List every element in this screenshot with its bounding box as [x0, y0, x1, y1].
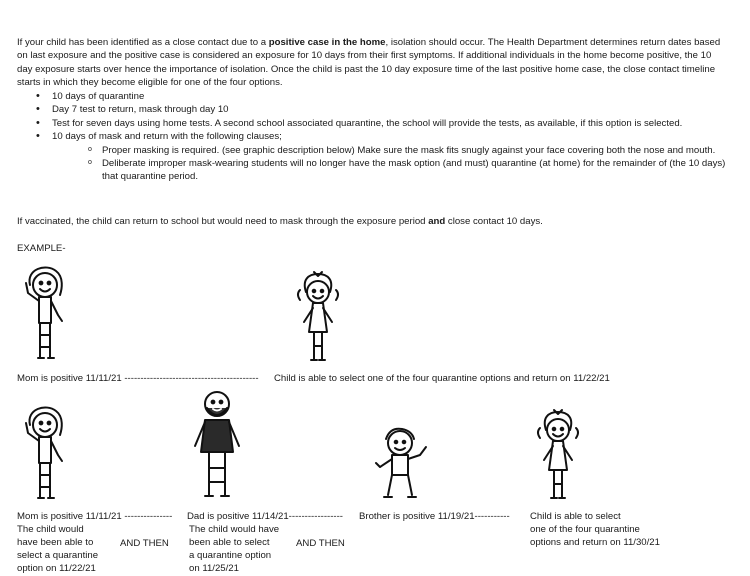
child-return-text — [530, 510, 660, 549]
intro-bold: positive case in the home — [268, 37, 386, 48]
note-2-line: been able to select — [189, 537, 270, 548]
note-2-line: The child would have — [189, 524, 280, 535]
intro-text-1: If your child has been identified as a close contact due to a — [17, 37, 269, 48]
child-return-line: one of the four quarantine — [530, 524, 640, 535]
child-return-text: Child is able to select one of the four quarantine options and return on 11/22/21 — [274, 373, 610, 384]
clauses-list — [52, 144, 726, 184]
note-2 — [189, 523, 279, 575]
option-item: • 10 days of quarantine — [36, 90, 726, 103]
option-item: • Test for seven days using home tests. A second school associated quarantine, the school will provide the tests, as available, if this option is selected. — [36, 117, 726, 130]
dad-positive-text: Dad is positive 11/14/21----------------- — [187, 511, 343, 522]
clause-item: o Deliberate improper mask-wearing students will no longer have the mask option (and must) quarantine (at home) for the remainder of (the 10 days) that quarantine period. — [52, 157, 726, 184]
mom-positive-text: Mom is positive 11/11/21 --------------- — [17, 511, 173, 522]
options-list — [36, 90, 726, 184]
note-1-line: option on 11/22/21 — [17, 563, 96, 574]
example-label: EXAMPLE- — [17, 243, 66, 254]
intro-text-2: , isolation should occur. The Health Department determines return dates based on last exposure and the positive case is considered an exposure for 10 days from their first symptoms. If additional individuals in the home become positive, the 10 day exposure starts over hence the importance of isolation. Once the child is past the 10 day exposure time of the last positive home case, the close contact timeline starts in which they become eligible for one of the four options. — [17, 37, 721, 89]
option-item-text: 10 days of mask and return with the following clauses; — [52, 131, 282, 143]
vaccinated-bold: and — [428, 216, 446, 227]
mom-figure-icon — [20, 403, 70, 508]
child-figure-icon — [532, 408, 584, 506]
note-1-line: select a quarantine — [17, 550, 99, 561]
note-1-line: have been able to — [17, 537, 94, 548]
option-item — [36, 130, 726, 184]
note-1-line: The child would — [17, 524, 84, 535]
and-then-label: AND THEN — [120, 538, 169, 549]
child-return-line: options and return on 11/30/21 — [530, 537, 660, 548]
mom-positive-text: Mom is positive 11/11/21 ------------------------------------------ — [17, 373, 259, 384]
note-1 — [17, 523, 98, 575]
child-return-line: Child is able to select — [530, 511, 621, 522]
child-figure-icon — [292, 270, 344, 368]
and-then-label: AND THEN — [296, 538, 345, 549]
intro-paragraph — [17, 36, 729, 90]
brother-positive-text: Brother is positive 11/19/21----------- — [359, 511, 510, 522]
note-2-line: on 11/25/21 — [189, 563, 239, 574]
dad-figure-icon — [189, 388, 245, 506]
vaccinated-text-2: close contact 10 days. — [445, 216, 543, 227]
vaccinated-paragraph — [17, 215, 543, 228]
vaccinated-text-1: If vaccinated, the child can return to school but would need to mask through the exposure period — [17, 216, 429, 227]
option-item: • Day 7 test to return, mask through day 10 — [36, 103, 726, 116]
clause-item: o Proper masking is required. (see graphic description below) Make sure the mask fits snugly against your face covering both the nose and mouth. — [52, 144, 726, 157]
mom-figure-icon — [20, 263, 70, 368]
brother-figure-icon — [370, 425, 432, 505]
note-2-line: a quarantine option — [189, 550, 272, 561]
